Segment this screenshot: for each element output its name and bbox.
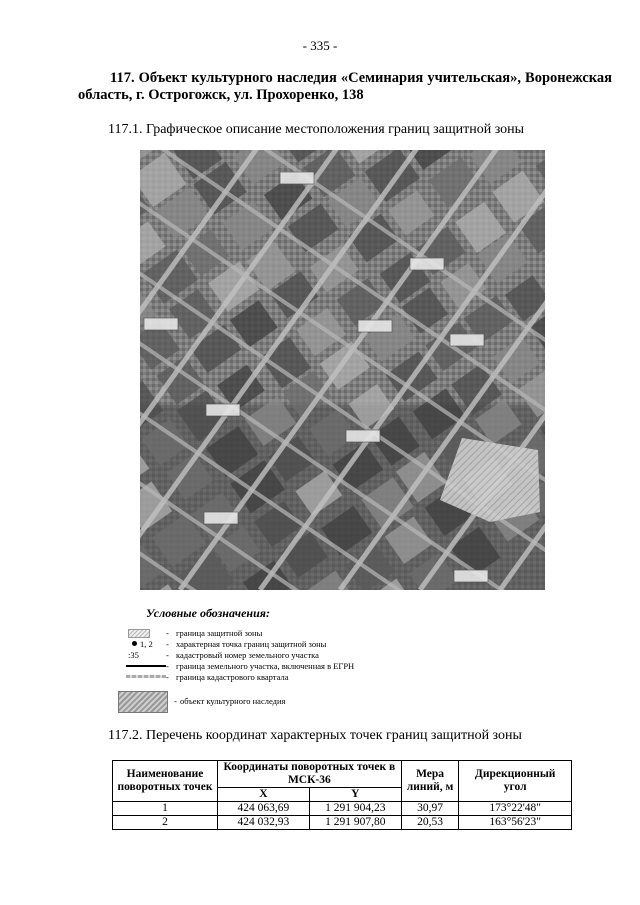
legend-title: Условные обозначения: — [146, 606, 270, 620]
heritage-swatch-icon — [118, 691, 168, 713]
cell-point: 1 — [113, 802, 218, 816]
cadastral-label-tag — [450, 334, 484, 346]
header-x: X — [217, 788, 309, 802]
cell-y: 1 291 904,23 — [309, 802, 401, 816]
cell-x: 424 063,69 — [217, 802, 309, 816]
legend-item-characteristic-point: 1, 2 - характерная точка границ защитной зоны — [118, 639, 538, 649]
table-row — [113, 816, 572, 830]
cell-point: 2 — [113, 816, 218, 830]
header-coordinates: Координаты поворотных точек в МСК-36 — [217, 761, 401, 788]
cell-direction: 163°56'23" — [459, 816, 572, 830]
map-legend — [118, 606, 538, 716]
header-y: Y — [309, 788, 401, 802]
header-point-name: Наименование поворотных точек — [113, 761, 218, 802]
point-dot-icon — [132, 641, 137, 646]
header-direction-angle: Дирекционный угол — [459, 761, 572, 802]
cell-y: 1 291 907,80 — [309, 816, 401, 830]
aerial-map — [140, 150, 545, 590]
legend-item-cadastral-number: :35 - кадастровый номер земельного участка — [128, 650, 319, 660]
cell-direction: 173°22'48" — [459, 802, 572, 816]
table-row — [113, 802, 572, 816]
zone-boundary-swatch-icon — [128, 629, 150, 638]
legend-item-heritage-object: - объект культурного наследия — [118, 696, 538, 706]
document-title: 117. Объект культурного наследия «Семинария учительская», Воронежская область, г. Острогожск, ул. Прохоренко, 138 — [78, 70, 612, 103]
cell-length: 20,53 — [401, 816, 459, 830]
cadastral-label-tag — [346, 430, 380, 442]
aerial-map-image — [140, 150, 545, 590]
section-heading-graphic: 117.1. Графическое описание местоположения границ защитной зоны — [108, 122, 525, 137]
cadastral-label-tag — [358, 320, 392, 332]
cadastral-label-tag — [204, 512, 238, 524]
cadastral-label-tag — [410, 258, 444, 270]
page-number: - 335 - — [302, 38, 338, 53]
cadastral-label-tag — [454, 570, 488, 582]
cadastral-label-tag — [144, 318, 178, 330]
cell-x: 424 032,93 — [217, 816, 309, 830]
coordinates-table — [112, 760, 572, 830]
legend-item-zone-boundary: - граница защитной зоны — [118, 628, 538, 638]
hatched-line-icon — [126, 675, 166, 678]
legend-item-egrn-boundary: - граница земельного участка, включенная в ЕГРН — [118, 661, 538, 671]
cell-length: 30,97 — [401, 802, 459, 816]
cadastral-label-tag — [206, 404, 240, 416]
cadastral-label-tag — [280, 172, 314, 184]
solid-line-icon — [126, 665, 166, 667]
legend-item-quarter-boundary: - граница кадастрового квартала — [118, 672, 538, 682]
section-heading-coordinates: 117.2. Перечень координат характерных точек границ защитной зоны — [108, 728, 522, 743]
header-line-length: Мера линий, м — [401, 761, 459, 802]
